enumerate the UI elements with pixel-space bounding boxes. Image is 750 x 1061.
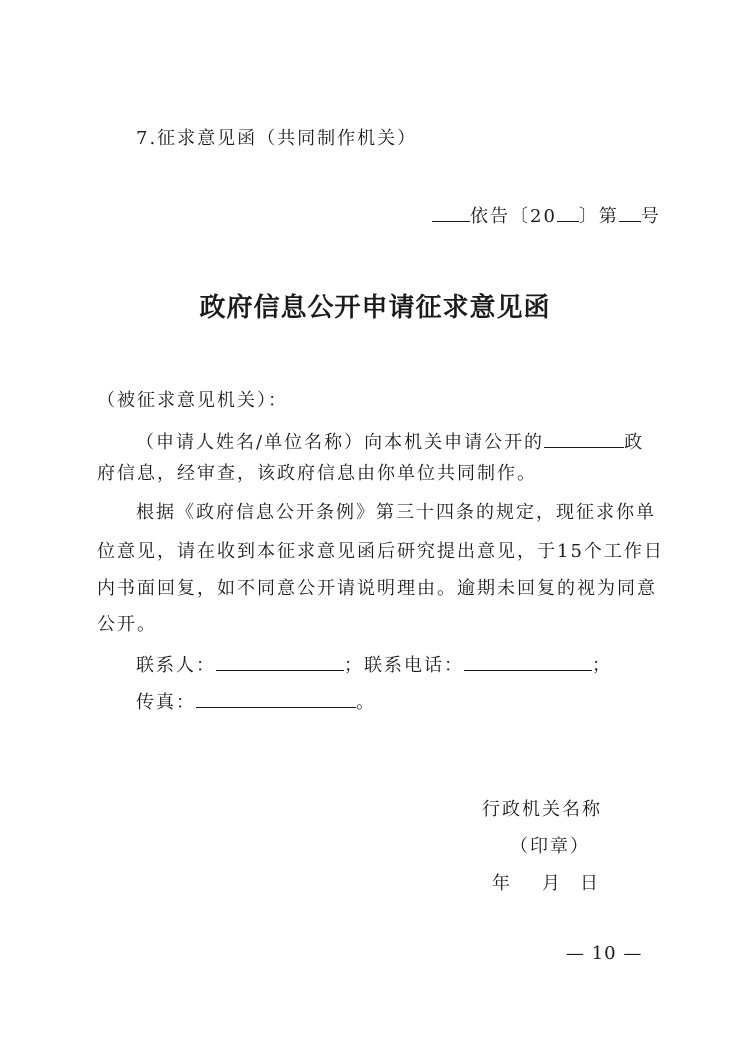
paragraph-1-line-2: 府信息，经审查，该政府信息由你单位共同制作。	[97, 463, 537, 484]
seal: （印章）	[510, 836, 590, 857]
page-title: 政府信息公开申请征求意见函	[199, 293, 551, 323]
year-blank	[557, 203, 579, 222]
contact-person-label: 联系人：	[136, 655, 216, 676]
paragraph-2-line-3: 内书面回复，如不同意公开请说明理由。逾期未回复的视为同意	[97, 578, 657, 599]
applicant-text: （申请人姓名/单位名称）向本机关申请公开的	[136, 432, 545, 453]
info-blank	[544, 429, 624, 448]
contact-end: ；	[592, 655, 612, 676]
fax-line	[136, 689, 376, 714]
fax-blank	[196, 689, 356, 708]
paragraph-2-line-1: 根据《政府信息公开条例》第三十四条的规定，现征求你单	[136, 502, 656, 523]
doc-number-suffix: 号	[640, 206, 661, 227]
contact-phone-blank	[464, 652, 592, 671]
month-label: 月	[542, 873, 562, 894]
doc-number-bracket-close: 〕第	[578, 206, 619, 227]
number-blank	[619, 203, 641, 222]
paragraph-1-line-1	[136, 429, 644, 454]
line-end-char: 政	[624, 432, 645, 453]
contact-phone-label: 联系电话：	[364, 655, 464, 676]
day-label: 日	[580, 873, 600, 894]
page-number: — 10 —	[566, 943, 643, 964]
agency-blank	[432, 203, 470, 222]
section-heading: 7.征求意见函（共同制作机关）	[136, 128, 418, 149]
fax-end: 。	[356, 692, 376, 713]
year-label: 年	[492, 873, 512, 894]
contact-line	[136, 652, 612, 677]
paragraph-2-line-4: 公开。	[97, 614, 157, 635]
paragraph-2-line-2: 位意见，请在收到本征求意见函后研究提出意见，于15个工作日	[97, 541, 664, 562]
date-line	[492, 873, 600, 895]
contact-separator: ；	[344, 655, 364, 676]
addressee: （被征求意见机关）：	[97, 390, 288, 411]
document-number	[432, 203, 661, 228]
doc-number-agency-suffix: 依告〔20	[470, 206, 557, 227]
contact-person-blank	[216, 652, 344, 671]
agency-name: 行政机关名称	[482, 799, 602, 820]
fax-label: 传真：	[136, 692, 196, 713]
